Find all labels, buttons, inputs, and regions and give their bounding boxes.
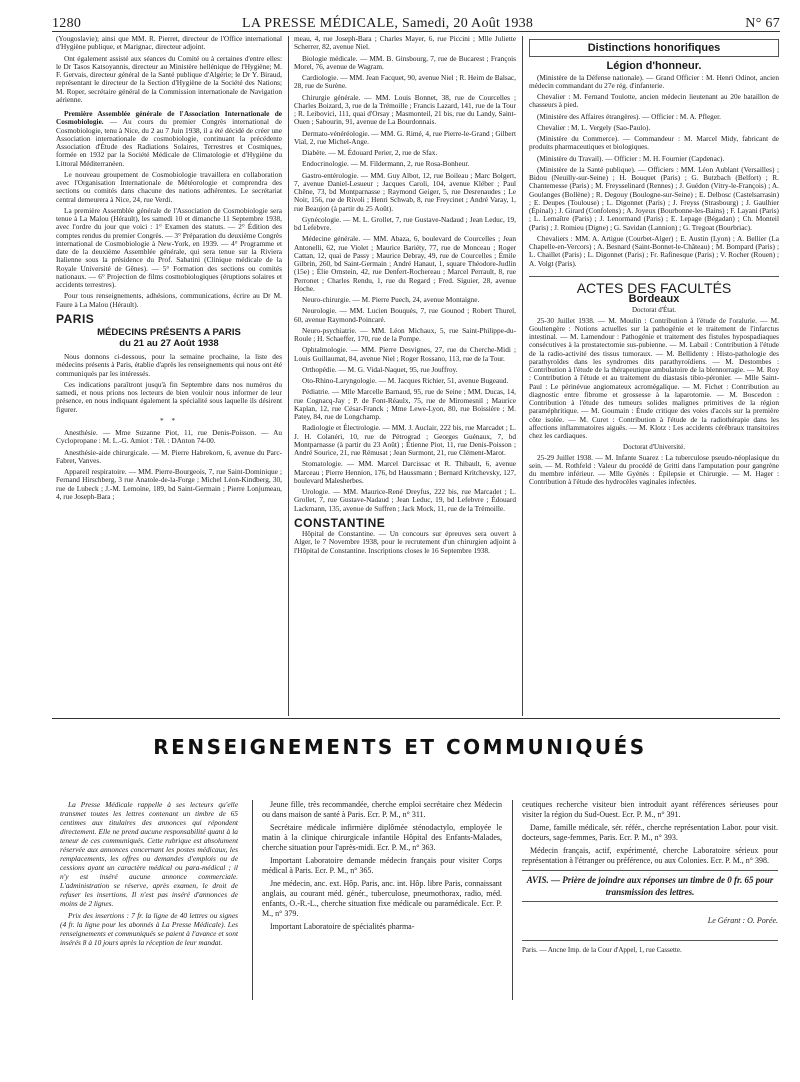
column-divider xyxy=(288,36,289,716)
page-number: 1280 xyxy=(52,16,82,31)
paragraph: Pour tous renseignements, adhésions, communications, écrire au Dr M. Faure à La Malou (Hérault). xyxy=(56,291,282,309)
listing: meau, 4, rue Joseph-Bara ; Charles Mayer, 6, rue Piccini ; Mlle Juliette Scherrer, 82, avenue Niel. xyxy=(294,35,516,52)
award-entry: Chevaliers : MM. A. Artigue (Courbet-Alger) ; E. Austin (Lyon) ; A. Bellier (La Chapelle-en-Vercors) ; A. Besnard (Saint-Bonnet-le-Château) ; M. Bompard (Paris) ; L. Chaillet (Paris) ; L. Digonnet (Paris) ; Fr. Rafinesque (Paris) ; V. Rocher (Rouen) ; A. Volgt (Paris). xyxy=(529,233,779,268)
publication-title: LA PRESSE MÉDICALE, Samedi, 20 Août 1938 xyxy=(242,16,534,31)
award-entry: Chevalier : M. Fernand Toulotte, ancien médecin lieutenant au 20e bataillon de chasseurs à pied. xyxy=(529,92,779,110)
award-entry: (Ministère de la Santé publique). — Officiers : MM. Léon Aublant (Versailles) ; Bidou (Neuilly-sur-Seine) ; H. Bouquet (Paris) ; G. Butzbach (Belfort) ; R. Chantemesse (Paris) ; M. Freysselinard (Rennes) ; J. Guédon (Vitry-le-François) ; A. Goulanges (Bollène) ; R. Degouy (Boulogne-sur-Seine) ; E. Delbosc (Castelsarrasin) ; E. Deupes (Toulouse) ; L. Digonnet (Paris) ; J. Freyss (Strasbourg) ; J. Gaulhier (Épinal) ; J. Girard (Confolens) ; A. Joyeux (Bourbonne-les-Bains) ; F. Layani (Paris) ; L. Lemaître (Paris) ; J. Lenormand (Paris) ; E. Lepage (Bégadan) ; Ch. Monteil (Paris) ; J. Romieu (Digne) ; G. Savidan (Lannion) ; G. Tregoat (Bourbriac). xyxy=(529,164,779,232)
classified-ad: Dame, famille médicale, sér. référ., cherche représentation Labor. pour visit. docteurs, sage-femmes, Paris. Ecr. P. M., n° 393. xyxy=(522,823,778,842)
column-2 xyxy=(294,35,516,715)
avis-text: AVIS. — Prière de joindre aux réponses un timbre de 0 fr. 65 pour transmission des lettres. xyxy=(526,875,774,897)
listing: Anesthésie-aide chirurgicale. — M. Pierre Habrekorn, 6, avenue du Parc-Fabret, Vanves. xyxy=(56,447,282,465)
bordeaux-heading: Bordeaux xyxy=(628,293,680,305)
column-1 xyxy=(56,35,282,715)
cosmo-title: Première Assemblée générale de l'Association Internationale de Cosmobiologie. xyxy=(56,109,282,127)
listing: Chirurgie générale. — MM. Louis Bonnet, 38, rue de Courcelles ; Charles Boizard, 3, rue de la Trémoille ; Francis Lazard, 141, rue de la Tour ; R. Leibovici, 111, quai d'Orsay ; Masmonteil, 21 bis, rue du Landy, Saint-Ouen ; Sabourin, 91, avenue de La Bourdonnais. xyxy=(294,92,516,127)
actes-heading: ACTES DES FACULTÉS xyxy=(529,276,779,292)
listing: Orthopédie. — M. G. Vidal-Naquet, 95, rue Jouffroy. xyxy=(302,364,458,374)
listing: Dermato-vénéréologie. — MM. G. Rimé, 4, rue Pierre-le-Grand ; Gilbert Vial, 2, rue Michel-Ange. xyxy=(294,128,516,146)
column-divider xyxy=(252,800,253,1000)
doctorat-etat-heading: Doctorat d'État. xyxy=(631,306,677,315)
listing: Stomatologie. — MM. Marcel Darcissac et R. Thibault, 6, avenue Marceau ; Pierre Hennion, 176, bd Haussmann ; Bernard Kritchevsky, 127, boulevard Malesherbes. xyxy=(294,459,516,485)
medecins-title: MÉDECINS PRÉSENTS A PARIS du 21 au 27 Août 1938 xyxy=(97,327,241,349)
gerant-signature: Le Gérant : O. Porée. xyxy=(707,916,778,925)
section-heading-paris: PARIS xyxy=(56,311,95,326)
notice-paragraph: La Presse Médicale rappelle à ses lecteurs qu'elle transmet toutes les lettres contenant un timbre de 65 centimes aux titulaires des annonces qui répondent directement. Elle ne prend aucune responsabilité quant à la teneur de ces communiqués. Cette rubrique est absolument réservée aux annonces concernant les postes médicaux, les remplacements, les offres ou demandes d'emplois ou de cessions ayant un caractère médical ou para-médical ; il n'y est inséré aucune annonce commerciale. L'administration se réserve, après examen, le droit de refuser les insertions. Il n'est pas inséré d'annonces de moins de 2 lignes. xyxy=(60,800,238,908)
separator-stars: * * xyxy=(159,415,179,425)
listing: Radiologie et Électrologie. — MM. J. Auclair, 222 bis, rue Marcadet ; L. J. H. Colanéri, 10, rue de Pétrograd ; Georges Guénaux, 7, bd Montparnasse (à partir du 23 Août) ; Étienne Piot, 11, rue Denis-Poisson ; André Sourice, 21, rue Rémusat ; Jean Surmont, 21, rue Clément-Marot. xyxy=(294,423,516,457)
thesis-list: 25-29 Juillet 1938. — M. Infante Suarez : La tuberculose pseudo-néoplasique du sein. — M. Rothfeld : Valeur du procédé de Gritti dans l'amputation pour gangrène du membre inférieur. — Mlle Gyénès : Épilepsie et Chirurgie. — M. Hager : Contribution à l'étude des hydrocèles vaginales infectées. xyxy=(529,452,779,487)
listing: Ophtalmologie. — MM. Pierre Desvignes, 27, rue du Cherche-Midi ; Louis Guillaumat, 84, avenue Niel ; Roger Rossano, 113, rue de la Tour. xyxy=(294,345,516,363)
paragraph: Nous donnons ci-dessous, pour la semaine prochaine, la liste des médecins présents à Paris, établie d'après les renseignements qui nous ont été communiqués par les intéressés. xyxy=(56,352,282,378)
notice-prices: Prix des insertions : 7 fr. la ligne de 40 lettres ou signes (4 fr. la ligne pour les abonnés à La Presse Médicale). Les renseignements et communiqués se paient à l'avance et sont insérés 8 à 10 jours après la réception de leur mandat. xyxy=(60,911,238,947)
listing: Diabète. — M. Édouard Perier, 2, rue de Sfax. xyxy=(302,148,438,157)
paragraph: Ces indications paraîtront jusqu'à fin Septembre dans nos numéros du samedi, et nous prions nos lecteurs de bien vouloir nous informer de leur présence, en nous indiquant également la spécialité sous laquelle ils désirent figurer. xyxy=(56,379,282,414)
award-entry: (Ministère du Travail). — Officier : M. H. Fournier (Capdenac). xyxy=(537,153,725,163)
renseignements-title: RENSEIGNEMENTS ET COMMUNIQUÉS xyxy=(153,735,647,759)
hopital-article: Hôpital de Constantine. — Un concours sur épreuves sera ouvert à Alger, le 7 Novembre 1938, pour le recrutement d'un chirurgien adjoint à l'Hôpital de Constantine. Inscriptions closes le 16 Septembre 1938. xyxy=(294,529,516,555)
cosmo-article xyxy=(56,110,282,168)
classified-ad: Jeune fille, très recommandée, cherche emploi secrétaire chez Médecin ou dans maison de santé à Paris. Ecr. P. M., n° 311. xyxy=(262,800,502,819)
bottom-column-3 xyxy=(522,800,778,1060)
bottom-column-1 xyxy=(60,800,238,1020)
listing: Oto-Rhino-Laryngologie. — M. Jacques Richier, 51, avenue Bugeaud. xyxy=(302,376,509,385)
distinctions-heading: Distinctions honorifiques xyxy=(529,39,779,57)
listing: Appareil respiratoire. — MM. Pierre-Bourgeois, 7, rue Saint-Dominique ; Fernand Hirschberg, 3 rue Anatole-de-la-Forge ; Michel Léon-Kindberg, 30, rue de Lubeck ; J.-M. Lemoine, 189, bd Saint-Germain ; Pierre Lonjumeau, 4, rue Joseph-Bara ; xyxy=(56,467,282,501)
legion-heading: Légion d'honneur. xyxy=(606,60,702,73)
masthead-rule xyxy=(52,31,780,32)
listing: Médecine générale. — MM. Abaza, 6, boulevard de Courcelles ; Jean Antonelli, 62, rue Violet ; Maurice Bariéty, 77, rue de Monceau ; Roger Cattan, 12, quai de Passy ; Maurice Debray, 49, rue de Courcelles ; Émile Gilbrin, 260, bd Saint-Germain ; André Hanaut, 1, square Théodore-Judlin (15e) ; Élie Ornstein, 42, rue Denfert-Rochereau ; Marcel Perrault, 8, rue Perronet ; Charles Rendu, 1, rue du Regard ; Fred. Siguier, 28, avenue Hoche. xyxy=(294,234,516,293)
award-entry: (Ministère des Affaires étrangères). — Officier : M. A. Pfleger. xyxy=(537,111,721,121)
section-rule xyxy=(52,718,780,719)
intro-paragraph: (Yougoslavie); ainsi que MM. R. Pierret, directeur de l'Office international d'Hygiène publique, et Marignac, directeur adjoint. xyxy=(56,35,282,52)
classified-ad: ceutiques recherche visiteur bien introduit ayant références sérieuses pour visiter la région du Sud-Ouest. Ecr. P. M., n° 391. xyxy=(522,800,778,819)
classified-ad: Jne médecin, anc. ext. Hôp. Paris, anc. int. Hôp. libre Paris, connaissant anglais, au courant méd. génér., tuberculose, pneumothorax, radio, méd. enfants, O.-R.-L., cherche situation fixe médicale ou paramédicale. Ecr. P. M., n° 379. xyxy=(262,879,502,918)
thesis-list: 25-30 Juillet 1938. — M. Moulin : Contribution à l'étude de l'oralurie. — M. Goultengère : Notions actuelles sur la pathogénie et le traitement de l'infarctus intestinal. — M. Lamendour : Pathogénie et traitement des fistules hypospadiaques consécutives à la prostatectomie sus-pubienne. — M. Labail : Contribution à l'étude de la radio-activité des tissus tumoraux. — M. Bellidenty : Histo-pathologie des parathyroïdes dans les syndromes dits parathyroïdiens. — M. Destombes : Contribution à l'étude de la thérapeutique ambulatoire de la blennorragie. — M. Roy : Contribution à l'étude et au traitement du diastasis tibio-péronier. — Mlle Saint-Paul : Le périnévue angiomateux acromégalique. — M. Fichet : Contribution au diagnostic entre fibrome et grossesse à la laparotomie. — M. Boscedon : Contribution à l'étude des tumeurs solides malignes primitives de la région paraméphritique. — M. Goumain : Étude critique des voies d'accès sur la première côte isolée. — M. Curet : Contribution à l'étude de la radiothérapie dans les affections inflammatoires aiguës. — M. Klotz : Les accidents cérébraux transitoires chez les cardiaques. xyxy=(529,315,779,440)
doctorat-univ-heading: Doctorat d'Université. xyxy=(623,443,685,452)
classified-ad: Important Laboratoire demande médecin français pour visiter Corps médical à Paris. Ecr. P. M., n° 365. xyxy=(262,856,502,875)
issue-number: N° 67 xyxy=(745,16,780,31)
listing: Neuro-chirurgie. — M. Pierre Puech, 24, avenue Montaigne. xyxy=(302,295,480,304)
award-entry: (Ministère du Commerce). — Commandeur : M. Marcel Midy, fabricant de produits pharmaceutiques et biologiques. xyxy=(529,134,779,152)
award-entry: (Ministère de la Défense nationale). — Grand Officier : M. Henri Odinot, ancien médecin commandant du 27e rég. d'infanterie. xyxy=(529,72,779,90)
bottom-column-2 xyxy=(262,800,502,1020)
section-heading-constantine: CONSTANTINE xyxy=(294,515,386,530)
cosmo-text: — Au cours du premier Congrès international de Cosmobiologie, tenu à Nice, du 2 au 7 Juin 1938, il a été décidé de créer une Association internationale de cosmobiologie, continuant la précédente Association d'Étude des Radiations Solaires, Terrestres et Cosmiques, formée en 1932 par la Société Médicale de Climatologie et d'Hygiène du Littoral Méditerranéen. xyxy=(56,117,282,168)
classified-ad: Important Laboratoire de spécialités pharma- xyxy=(270,922,415,931)
column-3 xyxy=(529,35,779,715)
imprint-line: Paris. — Ancne Imp. de la Cour d'Appel, 1, rue Cassette. xyxy=(522,940,778,955)
listing: Biologie médicale. — MM. B. Ginsbourg, 7, rue de Bucarest ; François Morel, 76, avenue de Wagram. xyxy=(294,53,516,71)
classified-ad: Médecin français, actif, expérimenté, cherche Laboratoire sérieux pour représentation à l'étranger ou préférence, ou aux Colonies. Ecr. P. M., n° 398. xyxy=(522,846,778,865)
paragraph: La première Assemblée générale de l'Association de Cosmobiologie sera tenue à La Malou (Hérault), les samedi 10 et dimanche 11 Septembre 1938, avec l'ordre du jour que voici : 1° Examen des statuts. — 2° Édition des comptes rendus du premier Congrès. — 3° Préparation du deuxième Congrès international de Cosmobiologie à New-York, en 1939. — 4° Programme et date de la deuxième Assemblée générale, qui sera tenue sur la Riviera Italienne sous la présidence du Prof. Sabatini (Clinique médicale de la Royale Université de Gênes). — 5° Formation des sections ou comités nationaux. — 6° Projection de films cosmobiologiques (éruptions solaires et accidents terrestres). xyxy=(56,205,282,289)
paragraph: Le nouveau groupement de Cosmobiologie travaillera en collaboration avec l'Organisation Internationale de Météorologie et comprendra des sections ou comités dans chacune des nations adhérentes. Le secrétariat central demeurera à Nice, 24, rue Verdi. xyxy=(56,169,282,204)
avis-box xyxy=(522,870,778,902)
listing: Urologie. — MM. Maurice-René Dreyfus, 222 bis, rue Marcadet ; L. Grollet, 7, rue Gustave-Nadaud ; Jean Leduc, 19, bd Lefebvre ; Édouard Lackmann, 135, avenue de Suffren ; Jack Mock, 11, rue de la Trémoille. xyxy=(294,487,516,513)
listing: Pédiatrie. — Mlle Marcelle Barnaud, 95, rue de Seine ; MM. Ducas, 14, rue Cognacq-Jay ; P. de Font-Réaulx, 75, rue de Miromesnil ; Maurice Kaplan, 12, rue César-Franck ; Mme Lewe-Lyon, 80, rue Boissière ; M. Patey, 84, rue de Longchamp. xyxy=(294,387,516,421)
listing: Neuro-psychiatrie. — MM. Léon Michaux, 5, rue Saint-Philippe-du-Roule ; H. Schaeffer, 170, rue de la Pompe. xyxy=(294,325,516,343)
classified-ad: Secrétaire médicale infirmière diplômée sténodactylo, employée le matin à la clinique chirurgicale infantile Hôpital des Enfants-Malades, cherche situation pour l'après-midi. Ecr. P. M., n° 363. xyxy=(262,823,502,852)
masthead xyxy=(52,6,780,34)
listing: Anesthésie. — Mme Suzanne Piot, 11, rue Denis-Poisson. — Au Cyclopropane : M. L.-G. Amiot : Tél. : DAnton 74-00. xyxy=(56,428,282,446)
listing: Endocrinologie. — M. Fildermann, 2, rue Rosa-Bonheur. xyxy=(302,159,470,169)
listing: Neurologie. — MM. Lucien Bouquès, 7, rue Gounod ; Robert Thurel, 60, avenue Raymond-Poincaré. xyxy=(294,306,516,324)
listing: Gastro-entérologie. — MM. Guy Albot, 12, rue Boileau ; Marc Bolgert, 7, avenue Daniel-Lesueur ; Jacques Caroli, 104, avenue Kléber ; Paul Chêne, 73, bd Montparnasse ; Raymond Geiger, 5, rue Desrenaudes ; Le Noir, 156, rue de Rivoli ; Henri Schwab, 8, rue Freycinet ; André Varay, 1, rue Beaujon (à partir du 25 Août). xyxy=(294,170,516,213)
listing: Cardiologie. — MM. Jean Facquet, 90, avenue Niel ; R. Heim de Balsac, 28, rue de Surène. xyxy=(294,73,516,91)
paragraph: Ont également assisté aux séances du Comité ou à certaines d'entre elles: le Dr Tasos Katsoyannis, directeur au Ministère hellénique de l'Hygiène; M. F. Gervais, directeur général de la Santé publique d'Algérie; le Dr Y. Biraud, représentant le directeur de la Section d'Hygiène de la Société des Nations; M. Roper, secrétaire général de la Commission internationale de Navigation aérienne. xyxy=(56,53,282,104)
listing: Gynécologie. — M. L. Grollet, 7, rue Gustave-Nadaud ; Jean Leduc, 19, bd Lefebvre. xyxy=(294,214,516,232)
column-divider xyxy=(522,36,523,716)
award-entry: Chevalier : M. L. Vergely (Sao-Paulo). xyxy=(537,122,651,132)
column-divider xyxy=(512,800,513,1000)
